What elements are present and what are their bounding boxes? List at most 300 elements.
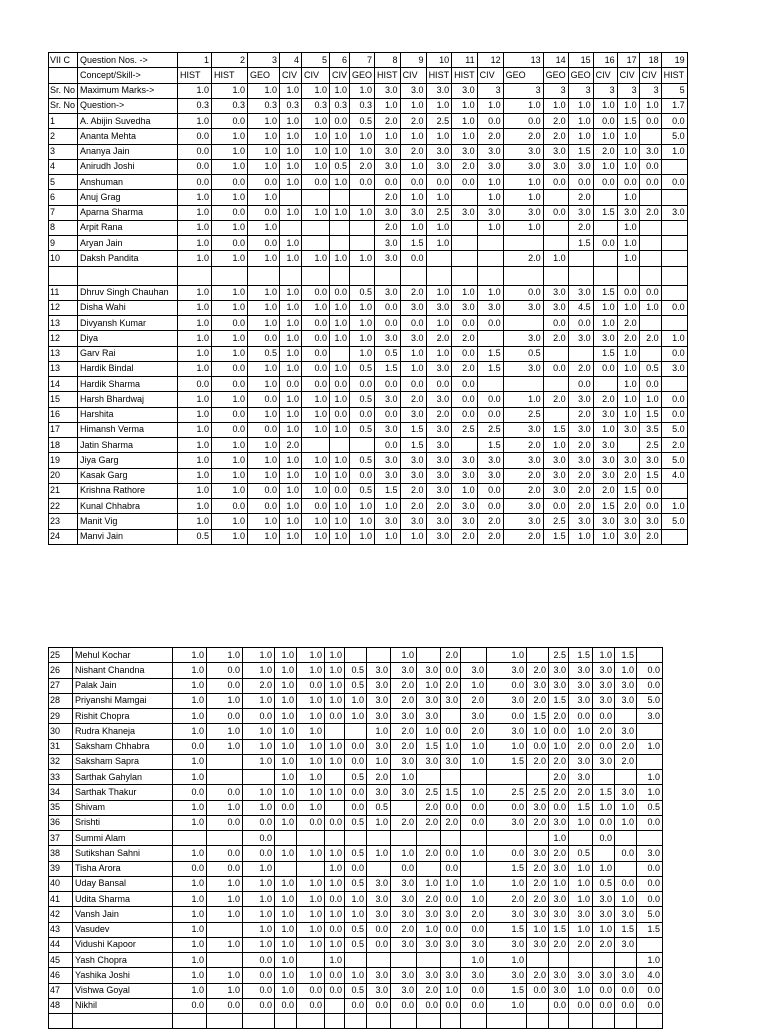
mark-cell: 2.5 <box>543 514 568 529</box>
mark-cell: 1.0 <box>280 205 302 220</box>
mark-cell: 0.0 <box>297 983 325 998</box>
sr-no-cell: 3 <box>49 144 78 159</box>
mark-cell: 1.5 <box>400 236 426 251</box>
mark-cell: 1.5 <box>400 438 426 453</box>
mark-cell: 2.0 <box>391 739 417 754</box>
mark-cell <box>487 770 527 785</box>
mark-cell: 1.0 <box>280 236 302 251</box>
mark-cell: GEO <box>568 68 593 83</box>
mark-cell: 1.0 <box>426 98 452 113</box>
mark-cell: 3.0 <box>426 144 452 159</box>
sr-no-cell: 31 <box>49 739 73 754</box>
mark-cell: 2.0 <box>569 785 593 800</box>
mark-cell: 0.0 <box>212 205 248 220</box>
mark-cell: 1.0 <box>325 754 345 769</box>
mark-cell: 2.0 <box>426 331 452 346</box>
mark-cell: 0.0 <box>477 407 503 422</box>
mark-cell: 1.0 <box>477 175 503 190</box>
mark-cell: 0.0 <box>569 709 593 724</box>
student-row <box>49 129 688 144</box>
mark-cell: 2.0 <box>417 815 441 830</box>
mark-cell: 1.5 <box>441 785 461 800</box>
upper-table-body <box>49 53 688 545</box>
mark-cell: 0.0 <box>543 205 568 220</box>
mark-cell: 3.0 <box>452 468 478 483</box>
mark-cell: 1.0 <box>243 754 275 769</box>
mark-cell: 1.0 <box>375 98 401 113</box>
mark-cell: 1.0 <box>350 529 375 544</box>
sr-no-cell: 20 <box>49 468 78 483</box>
student-row <box>49 422 688 437</box>
mark-cell: 0.5 <box>350 361 375 376</box>
mark-cell: 1.0 <box>302 205 330 220</box>
mark-cell: 3.0 <box>375 468 401 483</box>
mark-cell: 0.0 <box>400 175 426 190</box>
mark-cell <box>549 1014 569 1029</box>
mark-cell: 1.0 <box>280 175 302 190</box>
mark-cell: 0.0 <box>417 998 441 1013</box>
mark-cell: 1.0 <box>212 331 248 346</box>
mark-cell: 2.0 <box>527 876 549 891</box>
mark-cell: 3.0 <box>375 83 401 98</box>
mark-cell: 1.0 <box>248 377 280 392</box>
mark-cell: 0.0 <box>593 831 615 846</box>
mark-cell: 3.0 <box>617 453 639 468</box>
student-row <box>49 514 688 529</box>
mark-cell: 1.0 <box>615 815 637 830</box>
student-row <box>49 937 663 952</box>
mark-cell: 5.0 <box>637 693 663 708</box>
mark-cell <box>637 1014 663 1029</box>
label-cell: Rishit Chopra <box>73 709 173 724</box>
student-row <box>49 159 688 174</box>
mark-cell <box>593 1014 615 1029</box>
mark-cell: 1.0 <box>280 251 302 266</box>
mark-cell: 1.0 <box>275 693 297 708</box>
mark-cell: 3.0 <box>375 285 401 300</box>
mark-cell: 1.0 <box>350 129 375 144</box>
label-cell: Mehul Kochar <box>73 648 173 663</box>
mark-cell: 1.5 <box>543 422 568 437</box>
mark-cell: 1.0 <box>212 220 248 235</box>
mark-cell: 1.0 <box>280 129 302 144</box>
mark-cell: 0.5 <box>350 483 375 498</box>
mark-cell: 1.0 <box>212 129 248 144</box>
mark-cell: 3.0 <box>400 300 426 315</box>
sr-no-cell: 22 <box>49 499 78 514</box>
label-cell: Anirudh Joshi <box>78 159 178 174</box>
student-row <box>49 693 663 708</box>
mark-cell: 1.5 <box>639 407 661 422</box>
student-row <box>49 205 688 220</box>
sr-no-cell: 37 <box>49 831 73 846</box>
label-cell <box>73 1014 173 1029</box>
mark-cell <box>297 953 325 968</box>
mark-cell <box>661 483 687 498</box>
mark-cell: 2.0 <box>639 205 661 220</box>
mark-cell: 1.0 <box>569 876 593 891</box>
mark-cell: 1.0 <box>207 892 243 907</box>
student-row <box>49 739 663 754</box>
mark-cell: 0.0 <box>325 892 345 907</box>
student-row <box>49 453 688 468</box>
mark-cell <box>207 1014 243 1029</box>
mark-cell: 1.0 <box>248 129 280 144</box>
mark-cell: 0.0 <box>302 175 330 190</box>
mark-cell: 1.0 <box>593 529 617 544</box>
mark-cell: 3.5 <box>639 422 661 437</box>
mark-cell: 3.0 <box>593 663 615 678</box>
mark-cell <box>207 953 243 968</box>
mark-cell: 3.0 <box>391 754 417 769</box>
mark-cell <box>527 998 549 1013</box>
mark-cell <box>325 998 345 1013</box>
mark-cell: 3 <box>593 83 617 98</box>
mark-cell: 3.0 <box>527 800 549 815</box>
mark-cell: 1.0 <box>173 892 207 907</box>
mark-cell: 1.0 <box>297 968 325 983</box>
mark-cell: 2.0 <box>543 392 568 407</box>
mark-cell: 1.0 <box>178 316 212 331</box>
mark-cell: 2.0 <box>280 438 302 453</box>
sr-no-cell: 29 <box>49 709 73 724</box>
mark-cell: 2.0 <box>639 331 661 346</box>
mark-cell: 0.5 <box>345 678 367 693</box>
mark-cell: 3.0 <box>503 205 543 220</box>
mark-cell <box>441 831 461 846</box>
mark-cell: 1.5 <box>593 205 617 220</box>
mark-cell: 1.0 <box>330 422 350 437</box>
mark-cell <box>461 1014 487 1029</box>
mark-cell: 0.5 <box>248 346 280 361</box>
mark-cell: 0.0 <box>426 377 452 392</box>
mark-cell <box>417 861 441 876</box>
mark-cell: 1.0 <box>173 922 207 937</box>
mark-cell: 2.5 <box>477 422 503 437</box>
mark-cell: 1.0 <box>280 300 302 315</box>
mark-cell: 1.0 <box>243 785 275 800</box>
sr-no-cell: 28 <box>49 693 73 708</box>
mark-cell: 0.0 <box>593 175 617 190</box>
mark-cell: 2.0 <box>543 114 568 129</box>
label-cell: Manvi Jain <box>78 529 178 544</box>
student-row <box>49 983 663 998</box>
mark-cell: 5.0 <box>661 422 687 437</box>
mark-cell: 3.0 <box>417 937 441 952</box>
mark-cell: 0.0 <box>400 251 426 266</box>
mark-cell: 1.0 <box>593 422 617 437</box>
mark-cell: 3.0 <box>441 693 461 708</box>
mark-cell <box>350 266 375 285</box>
mark-cell: 2.5 <box>487 785 527 800</box>
mark-cell: 2.0 <box>375 190 401 205</box>
mark-cell: 1.0 <box>417 922 441 937</box>
mark-cell: 0.0 <box>441 922 461 937</box>
mark-cell: 1.0 <box>487 739 527 754</box>
mark-cell: 3.0 <box>452 205 478 220</box>
student-row <box>49 175 688 190</box>
mark-cell: 1.0 <box>212 251 248 266</box>
header-row-question-nos <box>49 53 688 68</box>
mark-cell: 1.0 <box>302 392 330 407</box>
mark-cell: 1.0 <box>275 724 297 739</box>
mark-cell: 0.0 <box>302 361 330 376</box>
mark-cell: 1.0 <box>280 453 302 468</box>
mark-cell: 1.0 <box>593 861 615 876</box>
mark-cell: 1.0 <box>178 499 212 514</box>
mark-cell: 1.0 <box>400 98 426 113</box>
mark-cell: 1.0 <box>350 144 375 159</box>
mark-cell <box>275 861 297 876</box>
mark-cell <box>568 251 593 266</box>
mark-cell: 1.0 <box>178 236 212 251</box>
mark-cell: 1.0 <box>178 346 212 361</box>
mark-cell <box>452 266 478 285</box>
mark-cell <box>275 831 297 846</box>
mark-cell: 0.0 <box>375 377 401 392</box>
mark-cell: 0.5 <box>350 392 375 407</box>
mark-cell: 3.0 <box>593 693 615 708</box>
mark-cell <box>593 377 617 392</box>
mark-cell: 1.0 <box>527 922 549 937</box>
mark-cell <box>615 861 637 876</box>
mark-cell: 3 <box>503 83 543 98</box>
label-cell: Kunal Chhabra <box>78 499 178 514</box>
mark-cell: 0.5 <box>345 846 367 861</box>
sr-no-cell: 16 <box>49 407 78 422</box>
mark-cell: 1.0 <box>297 770 325 785</box>
mark-cell: 0.0 <box>302 285 330 300</box>
mark-cell: 0.0 <box>275 998 297 1013</box>
mark-cell: 0.0 <box>375 300 401 315</box>
label-cell: Diya <box>78 331 178 346</box>
mark-cell: 1.0 <box>302 514 330 529</box>
mark-cell: 1.5 <box>477 438 503 453</box>
mark-cell: 1.0 <box>350 83 375 98</box>
mark-cell: 3.0 <box>549 663 569 678</box>
mark-cell: 1.0 <box>207 693 243 708</box>
mark-cell: 5.0 <box>661 129 687 144</box>
mark-cell: 1.0 <box>330 300 350 315</box>
mark-cell: 1.0 <box>178 361 212 376</box>
mark-cell: 3.0 <box>487 693 527 708</box>
mark-cell: 1.0 <box>617 361 639 376</box>
mark-cell: 1.0 <box>297 846 325 861</box>
mark-cell: 0.5 <box>569 846 593 861</box>
mark-cell: 4.5 <box>568 300 593 315</box>
mark-cell: 1.0 <box>280 407 302 422</box>
mark-cell: 0.0 <box>248 499 280 514</box>
mark-cell: 1.0 <box>426 285 452 300</box>
mark-cell: 3 <box>248 53 280 68</box>
mark-cell: 0.0 <box>593 815 615 830</box>
mark-cell: 3.0 <box>637 846 663 861</box>
mark-cell: 1.0 <box>178 220 212 235</box>
mark-cell: 2.0 <box>487 892 527 907</box>
mark-cell: 2.0 <box>417 892 441 907</box>
mark-cell: 1.0 <box>302 407 330 422</box>
mark-cell: 3.0 <box>417 693 441 708</box>
mark-cell: 2.0 <box>549 709 569 724</box>
mark-cell: 0.0 <box>345 785 367 800</box>
mark-cell: 0.0 <box>248 483 280 498</box>
mark-cell: 1.0 <box>280 346 302 361</box>
mark-cell: 2.0 <box>400 499 426 514</box>
sr-no-cell: 17 <box>49 422 78 437</box>
mark-cell: 3.0 <box>426 300 452 315</box>
mark-cell: 1.0 <box>661 144 687 159</box>
mark-cell: 1.0 <box>325 937 345 952</box>
mark-cell <box>207 754 243 769</box>
mark-cell: 3.0 <box>426 514 452 529</box>
mark-cell: 2.0 <box>593 392 617 407</box>
mark-cell <box>345 953 367 968</box>
sr-no-cell: 26 <box>49 663 73 678</box>
mark-cell: 3.0 <box>452 83 478 98</box>
mark-cell: 1.0 <box>243 907 275 922</box>
mark-cell: 3.0 <box>477 159 503 174</box>
mark-cell: 3.0 <box>568 514 593 529</box>
mark-cell: 1.0 <box>617 346 639 361</box>
student-row <box>49 331 688 346</box>
mark-cell: 1.0 <box>280 529 302 544</box>
sr-no-cell: 12 <box>49 331 78 346</box>
mark-cell: 1.0 <box>207 983 243 998</box>
mark-cell <box>568 266 593 285</box>
mark-cell <box>617 438 639 453</box>
mark-cell: 0.0 <box>452 316 478 331</box>
mark-cell: 3.0 <box>426 361 452 376</box>
mark-cell: 2.0 <box>375 114 401 129</box>
mark-cell: 1.0 <box>173 678 207 693</box>
mark-cell: 1.0 <box>212 514 248 529</box>
mark-cell: 3 <box>543 83 568 98</box>
mark-cell: 2.0 <box>568 361 593 376</box>
mark-cell: 1.0 <box>207 876 243 891</box>
mark-cell: 1.0 <box>207 648 243 663</box>
mark-cell: 1.0 <box>173 983 207 998</box>
mark-cell: 7 <box>350 53 375 68</box>
mark-cell: 1.0 <box>325 861 345 876</box>
mark-cell: 3.0 <box>543 159 568 174</box>
mark-cell: 3.0 <box>503 422 543 437</box>
mark-cell: 1.0 <box>452 483 478 498</box>
mark-cell: 0.0 <box>367 937 391 952</box>
spacer-row <box>49 266 688 285</box>
student-row <box>49 770 663 785</box>
mark-cell: 0.0 <box>661 407 687 422</box>
mark-cell: 2.0 <box>461 724 487 739</box>
mark-cell: 2.0 <box>503 483 543 498</box>
mark-cell: 2.0 <box>391 724 417 739</box>
label-cell: Vidushi Kapoor <box>73 937 173 952</box>
sr-no-cell: 45 <box>49 953 73 968</box>
mark-cell: 0.0 <box>568 175 593 190</box>
label-cell: Hardik Sharma <box>78 377 178 392</box>
mark-cell: 0.0 <box>637 892 663 907</box>
mark-cell: 0.0 <box>302 316 330 331</box>
mark-cell: 1.0 <box>302 144 330 159</box>
label-cell: Sarthak Thakur <box>73 785 173 800</box>
mark-cell: 1.0 <box>280 316 302 331</box>
label-cell: Sarthak Gahylan <box>73 770 173 785</box>
mark-cell <box>543 377 568 392</box>
mark-cell: 1.5 <box>487 983 527 998</box>
mark-cell: 3.0 <box>400 205 426 220</box>
sr-no-cell: 5 <box>49 175 78 190</box>
mark-cell: 2.0 <box>350 159 375 174</box>
mark-cell: 3 <box>568 83 593 98</box>
mark-cell <box>330 236 350 251</box>
mark-cell: 1.0 <box>461 892 487 907</box>
mark-cell: 1.0 <box>178 438 212 453</box>
student-row <box>49 709 663 724</box>
mark-cell: 3 <box>617 83 639 98</box>
mark-cell: 1.0 <box>243 800 275 815</box>
mark-cell: 1.0 <box>178 453 212 468</box>
label-cell: Srishti <box>73 815 173 830</box>
sr-no-cell: 47 <box>49 983 73 998</box>
mark-cell <box>173 831 207 846</box>
mark-cell: 2.0 <box>417 800 441 815</box>
mark-cell: 3.0 <box>367 663 391 678</box>
sr-no-cell: 38 <box>49 846 73 861</box>
mark-cell: 0.0 <box>243 998 275 1013</box>
mark-cell: 3.0 <box>639 453 661 468</box>
mark-cell: 2.0 <box>426 499 452 514</box>
mark-cell <box>350 236 375 251</box>
mark-cell: 1.0 <box>503 190 543 205</box>
mark-cell: 0.0 <box>207 998 243 1013</box>
mark-cell <box>391 1014 417 1029</box>
mark-cell: 2.0 <box>477 129 503 144</box>
mark-cell: 0.0 <box>248 422 280 437</box>
mark-cell: 1.0 <box>503 392 543 407</box>
mark-cell <box>543 190 568 205</box>
header-row-question <box>49 98 688 113</box>
mark-cell <box>661 529 687 544</box>
sr-no-cell: 1 <box>49 114 78 129</box>
mark-cell: 3.0 <box>487 724 527 739</box>
mark-cell: 1.0 <box>178 251 212 266</box>
mark-cell: CIV <box>302 68 330 83</box>
mark-cell: 1.0 <box>461 876 487 891</box>
mark-cell: 1.0 <box>243 892 275 907</box>
mark-cell: 1.0 <box>275 892 297 907</box>
student-row <box>49 892 663 907</box>
mark-cell: 0.0 <box>615 983 637 998</box>
mark-cell: HIST <box>426 68 452 83</box>
mark-cell: 0.0 <box>639 114 661 129</box>
mark-cell: 1.5 <box>637 922 663 937</box>
mark-cell: 0.5 <box>345 983 367 998</box>
mark-cell: 1.0 <box>212 529 248 544</box>
mark-cell: 1.0 <box>212 483 248 498</box>
mark-cell <box>527 831 549 846</box>
student-row <box>49 392 688 407</box>
mark-cell: 0.0 <box>549 800 569 815</box>
mark-cell: 3.0 <box>487 815 527 830</box>
mark-cell <box>325 724 345 739</box>
mark-cell: 1.0 <box>302 251 330 266</box>
mark-cell <box>477 266 503 285</box>
student-row <box>49 907 663 922</box>
mark-cell <box>639 190 661 205</box>
mark-cell: 1.0 <box>302 529 330 544</box>
mark-cell: 1.0 <box>503 98 543 113</box>
mark-cell: 0.0 <box>549 724 569 739</box>
mark-cell: 1.0 <box>549 831 569 846</box>
